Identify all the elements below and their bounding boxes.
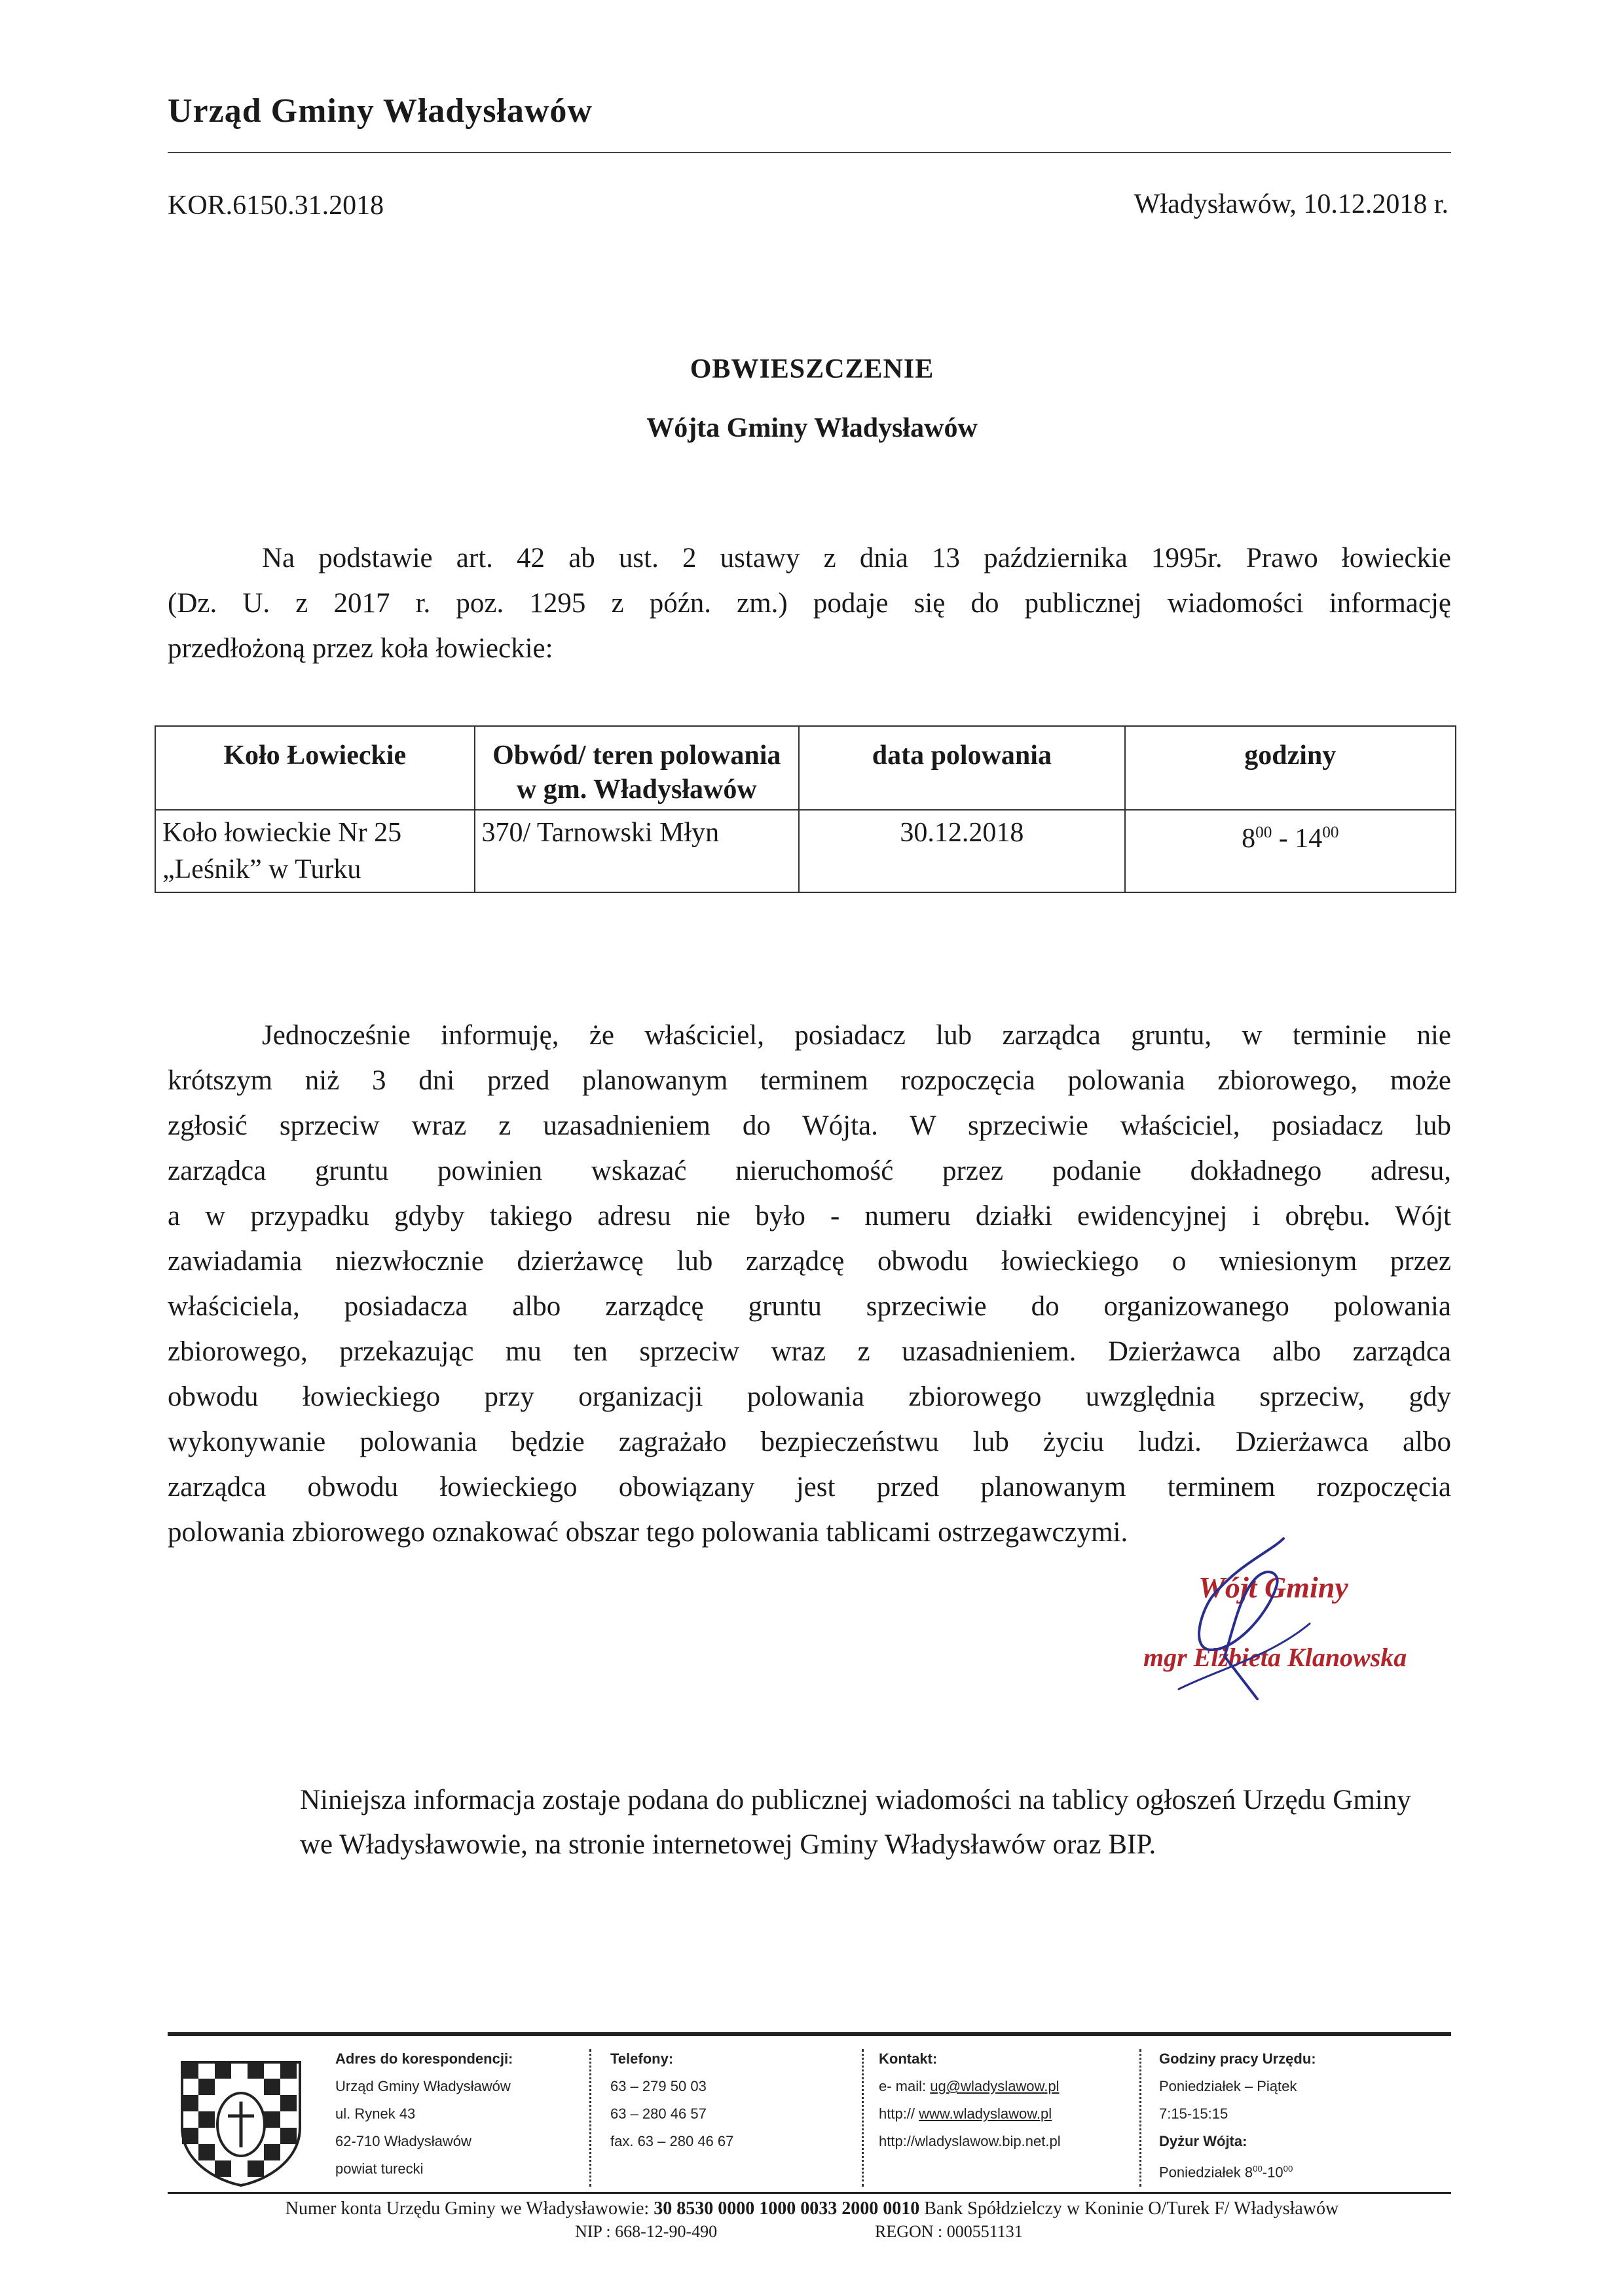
body-line: zgłosić sprzeciw wraz z uzasadnieniem do Wójta. W sprzeciwie właściciel, posiadacz lub: [168, 1110, 1451, 1141]
phone-line: fax. 63 – 280 46 67: [610, 2133, 734, 2149]
publication-note: Niniejsza informacja zostaje podana do publicznej wiadomości na tablicy ogłoszeń Urzędu Gminy we Władysławowie, na stronie internetowej Gminy Władysławów oraz BIP.: [300, 1785, 1411, 1860]
column-header-area: Obwód/ teren polowania w gm. Władysławów: [475, 726, 800, 810]
duty-to-minutes: 00: [1283, 2164, 1293, 2174]
hours-separator: -: [1272, 824, 1295, 854]
email-line: [879, 2073, 1061, 2100]
intro-line: (Dz. U. z 2017 r. poz. 1295 z późn. zm.) podaje się do publicznej wiadomości informację: [168, 588, 1451, 619]
reference-number: KOR.6150.31.2018: [168, 191, 384, 221]
www-line: [879, 2100, 1061, 2128]
body-paragraph: [168, 1013, 1451, 1555]
body-line: polowania zbiorowego oznakować obszar tego polowania tablicami ostrzegawczymi.: [168, 1517, 1128, 1548]
www-prefix: http://: [879, 2105, 919, 2122]
hours-from: 8: [1242, 824, 1256, 854]
duty-separator: -: [1262, 2164, 1268, 2181]
body-line: wykonywanie polowania będzie zagrażało bezpieczeństwu lub życiu ludzi. Dzierżawca albo: [168, 1427, 1451, 1457]
duty-from-minutes: 00: [1253, 2164, 1263, 2174]
cell-club: Koło łowieckie Nr 25 „Leśnik” w Turku: [155, 810, 475, 892]
office-days: Poniedziałek – Piątek: [1159, 2078, 1297, 2094]
email-prefix: e- mail:: [879, 2078, 931, 2094]
address-line: powiat turecki: [335, 2160, 424, 2177]
column-header-hours: godziny: [1125, 726, 1456, 810]
bip-link[interactable]: http://wladyslawow.bip.net.pl: [879, 2133, 1061, 2149]
body-line: obwodu łowieckiego przy organizacji polowania zbiorowego uwzględnia sprzeciw, gdy: [168, 1381, 1451, 1412]
duty-to: 10: [1267, 2164, 1283, 2181]
email-link[interactable]: ug@wladyslawow.pl: [930, 2078, 1060, 2094]
footer-contact: [879, 2045, 1061, 2155]
address-line: 62-710 Władysławów: [335, 2133, 471, 2149]
body-line: właściciela, posiadacza albo zarządcę gruntu sprzeciwie do organizowanego polowania: [168, 1291, 1451, 1322]
bank-account-line: [0, 2198, 1624, 2219]
document-subtitle: Wójta Gminy Władysławów: [646, 413, 978, 443]
body-line: a w przypadku gdyby takiego adresu nie było - numeru działki ewidencyjnej i obrębu. Wójt: [168, 1201, 1451, 1231]
footer-phones: [610, 2045, 733, 2155]
footer-column-separator: [589, 2049, 591, 2187]
contact-heading: Kontakt:: [879, 2050, 938, 2067]
office-name: Urząd Gminy Władysławów: [168, 92, 593, 130]
bank-name: Bank Spółdzielczy w Koninie O/Turek F/ Władysławów: [919, 2198, 1339, 2219]
municipality-crest-icon: [175, 2056, 306, 2187]
intro-line: przedłożoną przez koła łowieckie:: [168, 633, 553, 664]
hours-from-minutes: 00: [1255, 824, 1272, 841]
table-header-row: [155, 726, 1456, 810]
hours-to: 14: [1295, 824, 1323, 854]
cell-hours: [1125, 810, 1456, 892]
body-line: zarządca obwodu łowieckiego obowiązany jest przed planowanym terminem rozpoczęcia: [168, 1472, 1451, 1503]
hunting-schedule-table: [155, 725, 1456, 893]
address-line: ul. Rynek 43: [335, 2105, 416, 2122]
body-line: Jednocześnie informuję, że właściciel, posiadacz lub zarządca gruntu, w terminie nie: [262, 1020, 1451, 1051]
footer-hours: [1159, 2045, 1316, 2186]
document-title: OBWIESZCZENIE: [690, 354, 934, 384]
duty-from: 8: [1244, 2164, 1253, 2181]
column-header-date: data polowania: [799, 726, 1124, 810]
duty-heading: Dyżur Wójta:: [1159, 2133, 1247, 2149]
nip-number: NIP : 668-12-90-490: [575, 2222, 718, 2241]
bank-account-number: 30 8530 0000 1000 0033 2000 0010: [654, 2198, 920, 2219]
body-line: krótszym niż 3 dni przed planowanym terminem rozpoczęcia polowania zbiorowego, może: [168, 1065, 1451, 1096]
cell-area: 370/ Tarnowski Młyn: [475, 810, 800, 892]
address-line: Urząd Gminy Władysławów: [335, 2078, 511, 2094]
cell-date: 30.12.2018: [799, 810, 1124, 892]
footer-divider: [168, 2032, 1451, 2036]
hours-heading: Godziny pracy Urzędu:: [1159, 2050, 1316, 2067]
intro-paragraph: [168, 536, 1451, 671]
footer-column-separator: [862, 2049, 864, 2187]
handwritten-signature: [1139, 1525, 1336, 1709]
body-line: zarządca gruntu powinien wskazać nieruchomość przez podanie dokładnego adresu,: [168, 1156, 1451, 1186]
footer-address: [335, 2045, 513, 2183]
duty-hours: [1159, 2155, 1316, 2186]
bank-prefix: Numer konta Urzędu Gminy we Władysławowie:: [285, 2198, 654, 2219]
table-row: [155, 810, 1456, 892]
address-heading: Adres do korespondencji:: [335, 2050, 513, 2067]
phones-heading: Telefony:: [610, 2050, 674, 2067]
hours-to-minutes: 00: [1322, 824, 1339, 841]
body-line: zbiorowego, przekazując mu ten sprzeciw wraz z uzasadnieniem. Dzierżawca albo zarządca: [168, 1336, 1451, 1367]
website-link[interactable]: www.wladyslawow.pl: [919, 2105, 1052, 2122]
phone-line: 63 – 279 50 03: [610, 2078, 707, 2094]
column-header-club: Koło Łowieckie: [155, 726, 475, 810]
footer-column-separator: [1139, 2049, 1141, 2187]
stamp-name: mgr Elżbieta Klanowska: [1143, 1643, 1407, 1672]
body-line: zawiadamia niezwłocznie dzierżawcę lub zarządcę obwodu łowieckiego o wniesionym przez: [168, 1246, 1451, 1277]
phone-line: 63 – 280 46 57: [610, 2105, 707, 2122]
bank-divider: [168, 2192, 1451, 2194]
intro-line: Na podstawie art. 42 ab ust. 2 ustawy z dnia 13 października 1995r. Prawo łowieckie: [262, 543, 1451, 574]
place-and-date: Władysławów, 10.12.2018 r.: [1134, 189, 1449, 219]
header-divider: [168, 152, 1451, 153]
duty-day: Poniedziałek: [1159, 2164, 1245, 2181]
regon-number: REGON : 000551131: [875, 2222, 1023, 2241]
office-time: 7:15-15:15: [1159, 2105, 1228, 2122]
stamp-title: Wójt Gminy: [1198, 1571, 1348, 1604]
